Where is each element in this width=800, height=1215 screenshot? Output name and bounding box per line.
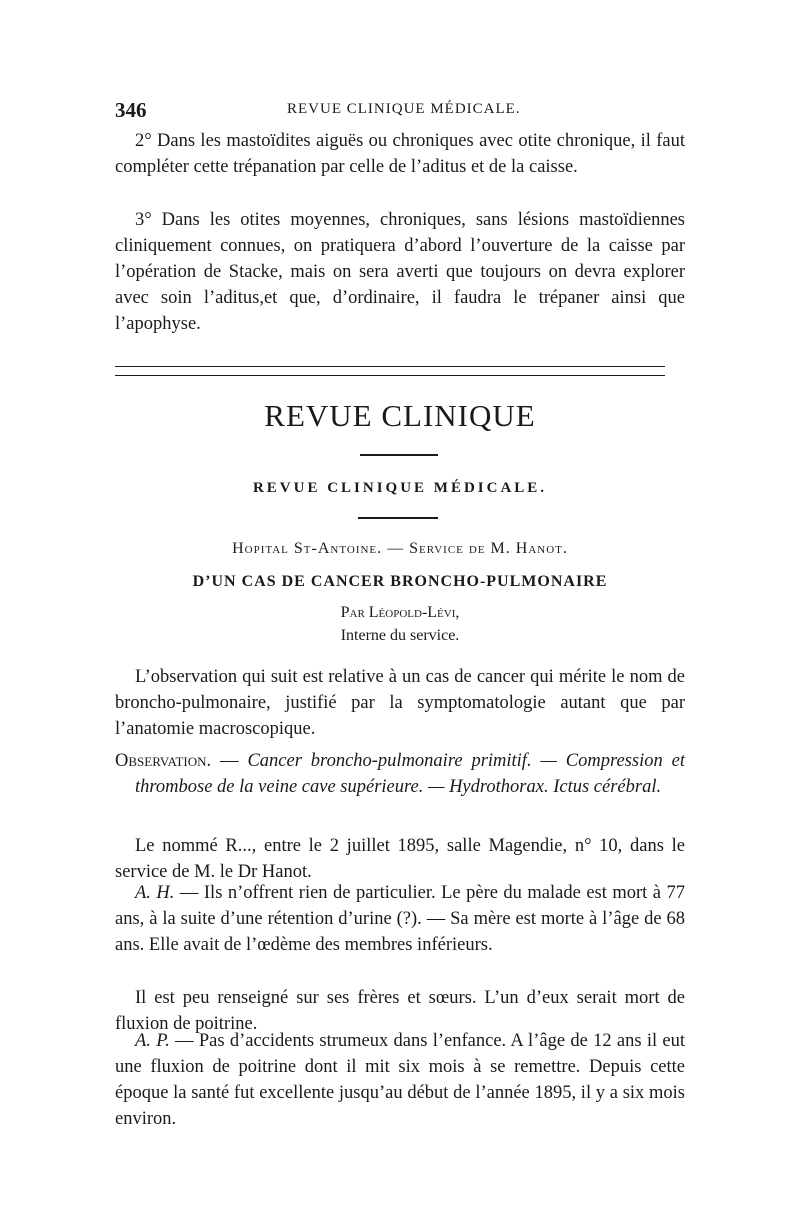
section-title: REVUE CLINIQUE — [264, 398, 536, 433]
family-history-text: — Ils n’offrent rien de particulier. Le père du malade est mort à 77 ans, à la suite d’une rétention d’urine (?). — Sa mère est morte à l’âge de 68 ans. Elle avait de l’œdème des membres inférieurs. — [115, 883, 685, 955]
running-head — [115, 98, 685, 126]
observation-heading — [115, 748, 685, 800]
author-role: Interne du service. — [340, 627, 460, 644]
personal-history-label: A. P. — [135, 1031, 170, 1051]
paragraph-mastoiditis: 2° Dans les mastoïdites aiguës ou chroniques avec otite chronique, il faut compléter cette trépanation par celle de l’aditus et de la caisse. — [115, 131, 685, 177]
personal-history-text: — Pas d’accidents strumeux dans l’enfance. A l’âge de 12 ans il eut une fluxion de poitrine dont il mit six mois à se remettre. Depuis cette époque la santé fut excellente jusqu’au début de l’année 1895, il y a six mois environ. — [115, 1031, 686, 1129]
section-separator-top — [115, 366, 665, 367]
subsection-title: REVUE CLINIQUE MÉDICALE. — [252, 480, 548, 496]
family-history-paragraph — [115, 880, 685, 958]
siblings-paragraph: Il est peu renseigné sur ses frères et sœurs. L’un d’eux serait mort de fluxion de poitrine. — [115, 988, 685, 1034]
subsection-rule — [358, 517, 438, 519]
author-line: Par Léopold-Lévi, — [340, 604, 460, 621]
family-history-label: A. H. — [135, 883, 175, 903]
observation-description: Cancer broncho-pulmonaire primitif. — Compression et thrombose de la veine cave supérieure. — Hydrothorax. Ictus cérébral. — [135, 751, 686, 797]
running-title: REVUE CLINIQUE MÉDICALE. — [287, 101, 521, 117]
observation-label: Observation. — — [115, 751, 239, 771]
case-title: D’UN CAS DE CANCER BRONCHO-PULMONAIRE — [192, 573, 608, 590]
section-separator-bottom — [115, 375, 665, 376]
intro-paragraph: L’observation qui suit est relative à un cas de cancer qui mérite le nom de broncho-pulmonaire, justifié par la symptomatologie autant que par l’anatomie macroscopique. — [115, 667, 685, 739]
page-number: 346 — [115, 98, 147, 122]
personal-history-paragraph — [115, 1028, 685, 1132]
paragraph-otitis: 3° Dans les otites moyennes, chroniques, sans lésions mastoïdiennes cliniquement connues, on pratiquera d’abord l’ouverture de la caisse par l’opération de Stacke, mais on sera averti que toujours on devra explorer avec soin l’aditus,et que, d’ordinaire, il faudra le trépaner ainsi que l’apophyse. — [115, 210, 685, 334]
admission-paragraph: Le nommé R..., entre le 2 juillet 1895, salle Magendie, n° 10, dans le service de M. le Dr Hanot. — [115, 836, 685, 882]
hospital-line: Hopital St-Antoine. — Service de M. Hanot. — [232, 540, 568, 557]
title-rule — [360, 454, 438, 456]
